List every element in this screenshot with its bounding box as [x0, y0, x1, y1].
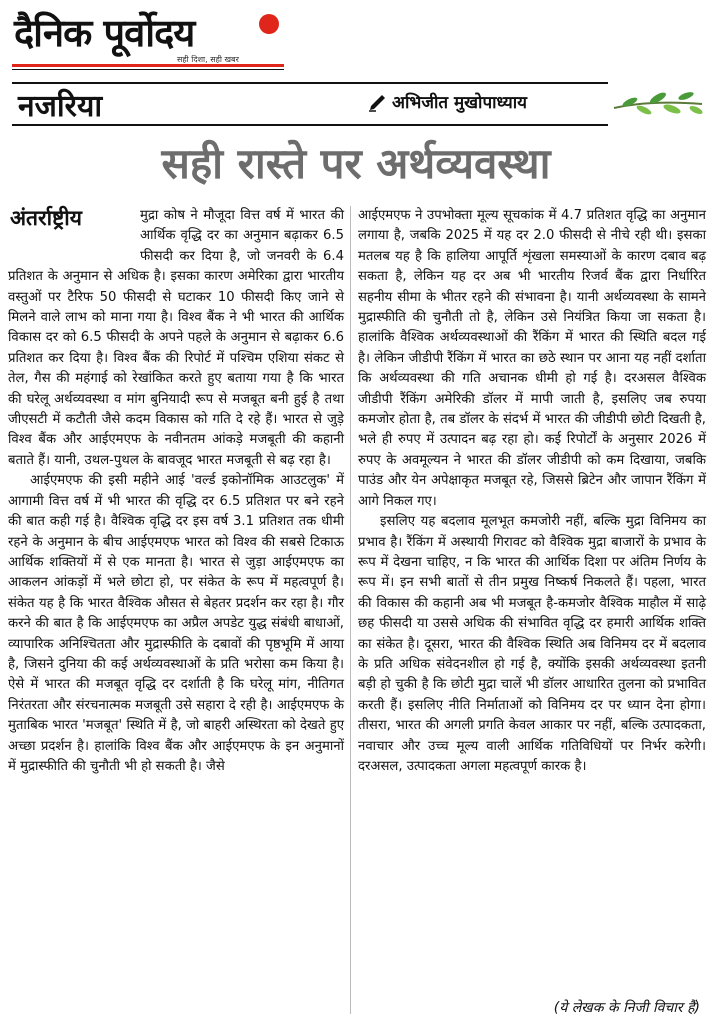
leaf-branch-icon — [610, 78, 706, 128]
author-disclaimer: (ये लेखक के निजी विचार हैं) — [553, 1000, 700, 1016]
masthead-red-rule — [12, 64, 284, 67]
newspaper-title: दैनिक पूर्वोदय — [14, 10, 195, 55]
article-headline: सही रास्ते पर अर्थव्यवस्था — [161, 139, 551, 188]
pen-icon — [368, 94, 388, 112]
paragraph: इसलिए यह बदलाव मूलभूत कमजोरी नहीं, बल्कि मुद्रा विनिमय का प्रभाव है। रैंकिंग में अस्थायी गिरावट को वैश्विक मुद्रा बाजारों के प्रभाव के रूप में देखना चाहिए, न कि भारत की आर्थिक दिशा पर अंतिम निर्णय के रूप में। इन सभी बातों से तीन प्रमुख निष्कर्ष निकलते हैं। पहला, भारत की विकास की कहानी अब भी मजबूत है-कमजोर वैश्विक माहौल में साढ़े छह फीसदी या उससे अधिक की संभावित वृद्धि दर हमारी आर्थिक शक्ति का संकेत है। दूसरा, भारत की वैश्विक स्थिति अब विनिमय दर में बदलाव के प्रति अधिक संवेदनशील हो गई है, क्योंकि इसकी अर्थव्यवस्था इतनी बड़ी हो चुकी है कि छोटी मुद्रा चालें भी डॉलर आधारित तुलना को प्रभावित करती हैं। इसलिए नीति निर्माताओं को विनिमय दर पर ध्यान देना होगा। तीसरा, भारत की अगली प्रगति केवल आकार पर नहीं, बल्कि उत्पादकता, नवाचार और उच्च मूल्य वाली आर्थिक गतिविधियों पर निर्भर करेगी। दरअसल, उत्पादकता अगला महत्वपूर्ण कारक है। — [358, 514, 706, 774]
author-name: अभिजीत मुखोपाध्याय — [392, 93, 528, 113]
sun-dot-logo — [259, 14, 279, 34]
category-box — [8, 206, 134, 260]
section-label: नजरिया — [18, 89, 103, 124]
article-column-left — [8, 206, 344, 777]
category-label: अंतर्राष्ट्रीय — [10, 206, 82, 230]
paragraph: मुद्रा कोष ने मौजूदा वित्त वर्ष में भारत की आर्थिक वृद्धि दर का अनुमान बढ़ाकर 6.5 फीसदी कर दिया है, जो जनवरी के 6.4 प्रतिशत के अनुमान से अधिक है। इसका कारण अमेरिका द्वारा भारतीय वस्तुओं पर टैरिफ 50 फीसदी से घटाकर 10 फीसदी किए जाने से मिलने वाले लाभ को माना गया है। विश्व बैंक ने भी भारत की आर्थिक विकास दर को 6.5 फीसदी के अपने पहले के अनुमान से बढ़ाकर 6.6 प्रतिशत कर दिया है। विश्व बैंक की रिपोर्ट में पश्चिम एशिया संकट से तेल, गैस की महंगाई को रेखांकित करते हुए बताया गया है कि भारत की घरेलू अर्थव्यवस्था व मांग बुनियादी रूप से मजबूत बनी हुई है तथा जीएसटी में कटौती जैसे कदम विकास को गति दे रहे हैं। भारत से जुड़े विश्व बैंक और आईएमएफ के नवीनतम आंकड़े मजबूती की कहानी बताते हैं। यानी, उथल-पुथल के बावजूद भारत मजबूती से बढ़ रहा है। — [8, 208, 344, 468]
section-bar — [12, 82, 608, 126]
article-column-right — [358, 206, 706, 777]
masthead-black-rule — [12, 69, 284, 70]
paragraph: आईएमएफ की इसी महीने आई 'वर्ल्ड इकोनॉमिक आउटलुक' में आगामी वित्त वर्ष में भी भारत की वृद्धि दर 6.5 प्रतिशत पर बने रहने की बात कही गई है। वैश्विक वृद्धि दर इस वर्ष 3.1 प्रतिशत तक धीमी रहने के अनुमान के बीच आईएमएफ भारत को विश्व की सबसे टिकाऊ आर्थिक शक्तियों में से एक मानता है। भारत से जुड़ा आईएमएफ का आकलन आंकड़ों में भले छोटा हो, पर संकेत के रूप में महत्वपूर्ण है। संकेत यह है कि भारत वैश्विक औसत से बेहतर प्रदर्शन कर रहा है। गौर करने की बात है कि आईएमएफ का अप्रैल अपडेट युद्ध संबंधी बाधाओं, व्यापारिक अनिश्चितता और मुद्रास्फीति के दबावों की पृष्ठभूमि में आया है, जिसने दुनिया की कई अर्थव्यवस्थाओं के प्रति भरोसा कम किया है। ऐसे में भारत की मजबूत वृद्धि दर दर्शाती है कि घरेलू मांग, नीतिगत निरंतरता और संरचनात्मक मजबूती उसे सहारा दे रही है। आईएमएफ के मुताबिक भारत 'मजबूत' स्थिति में है, जो बाहरी अस्थिरता को देखते हुए अच्छा प्रदर्शन है। हालांकि विश्व बैंक और आईएमएफ के इन अनुमानों में मुद्रास्फीति की चुनौती भी हो सकती है। जैसे — [8, 473, 344, 774]
paragraph: आईएमएफ ने उपभोक्ता मूल्य सूचकांक में 4.7 प्रतिशत वृद्धि का अनुमान लगाया है, जबकि 2025 में यह दर 2.0 फीसदी से नीचे रही थी। इसका मतलब यह है कि हालिया आपूर्ति शृंखला समस्याओं के कारण दबाव बढ़ सकता है, लेकिन यह दर अब भी भारतीय रिजर्व बैंक द्वारा निर्धारित सहनीय सीमा के भीतर रहने की संभावना है। यानी अर्थव्यवस्था के सामने मुद्रास्फीति की चुनौती तो है, लेकिन उसे नियंत्रित किया जा सकता है। हालांकि वैश्विक अर्थव्यवस्थाओं की रैंकिंग में भारत की स्थिति बदल गई है। लेकिन जीडीपी रैंकिंग में भारत का छठे स्थान पर आना यह नहीं दर्शाता कि अर्थव्यवस्था की गति अचानक धीमी हो गई है। दरअसल वैश्विक जीडीपी रैंकिंग अमेरिकी डॉलर में मापी जाती है, इसलिए जब रुपया कमजोर होता है, तब डॉलर के संदर्भ में भारत की जीडीपी छोटी दिखती है, भले ही रुपए में उत्पादन बढ़ रहा हो। कई रिपोर्टों के अनुसार 2026 में रुपए के अवमूल्यन ने भारत की डॉलर जीडीपी को कम दिखाया, जबकि पाउंड और येन अपेक्षाकृत मजबूत रहे, जिससे ब्रिटेन और जापान रैंकिंग में आगे निकल गए। — [358, 208, 706, 509]
newspaper-tagline: सही दिशा, सही खबर — [177, 55, 239, 64]
masthead — [12, 6, 287, 72]
column-divider — [350, 206, 351, 1014]
